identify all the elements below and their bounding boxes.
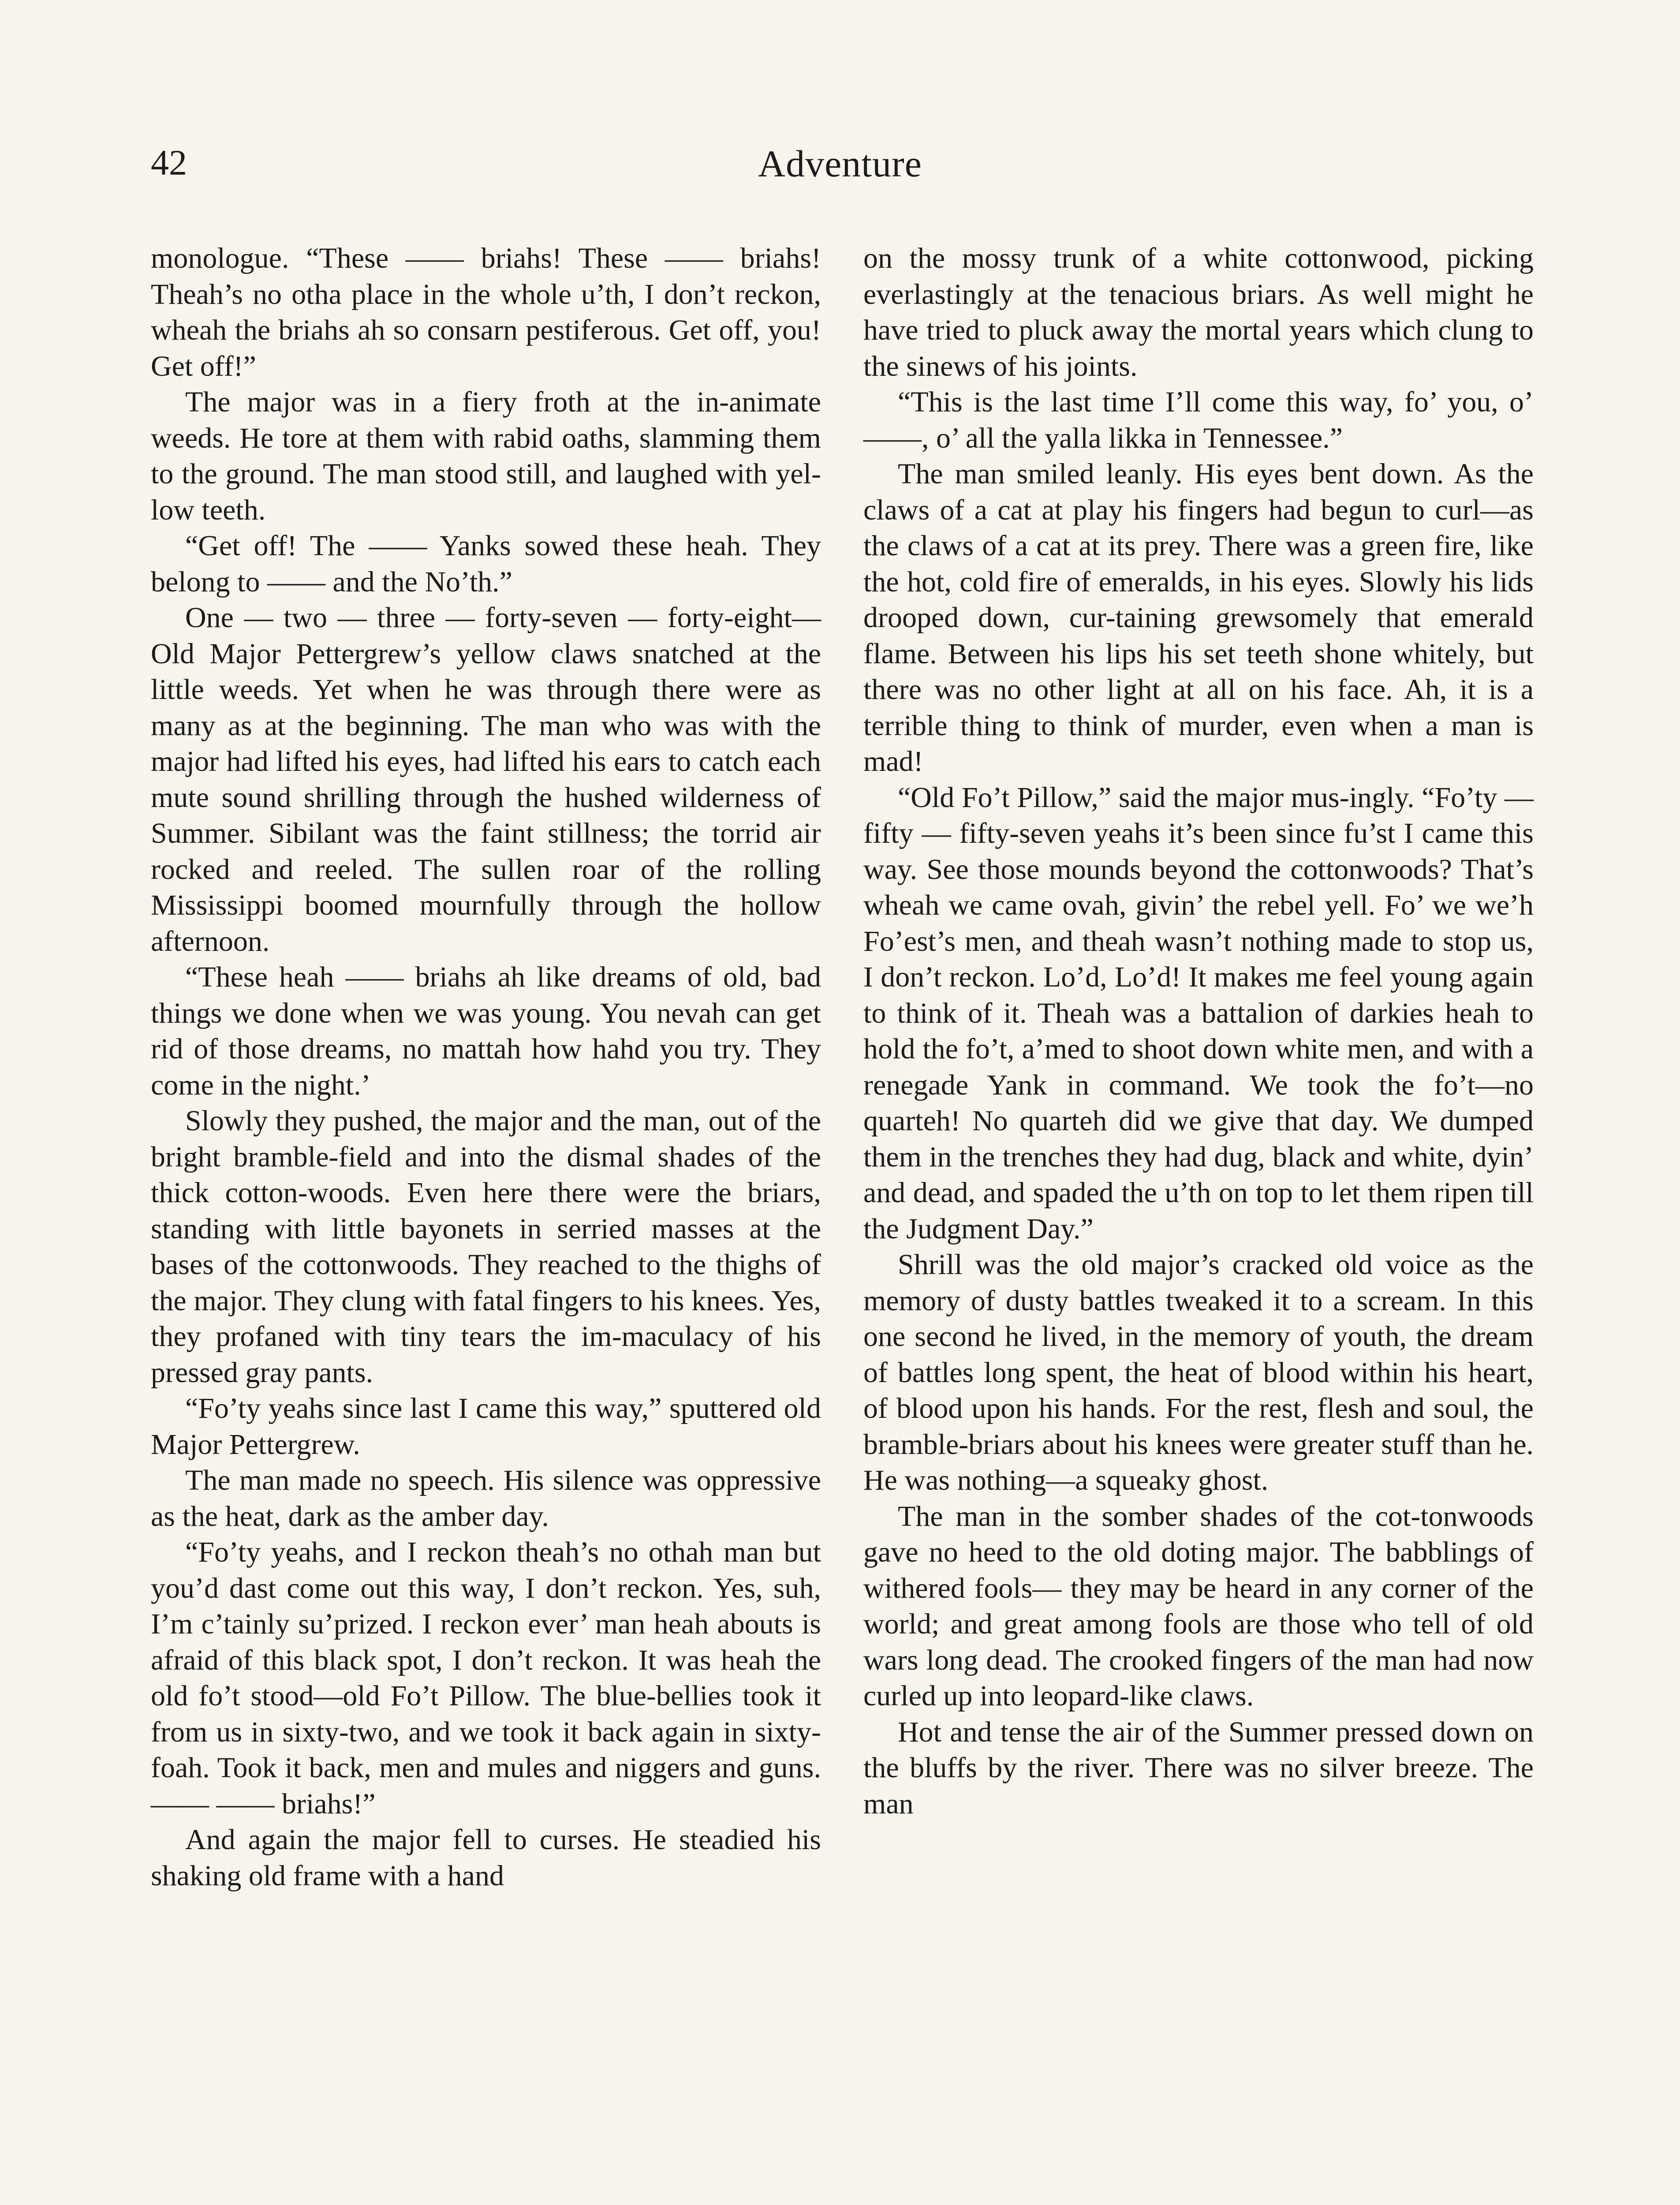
- paragraph: The man smiled leanly. His eyes bent down. As the claws of a cat at play his fingers had begun to curl—as the claws of a cat at its prey. There was a green fire, like the hot, cold fire of emeralds, in his eyes. Slowly his lids drooped down, cur-taining grewsomely that emerald flame. Between his lips his set teeth shone whitely, but there was no other light at all on his face. Ah, it is a terrible thing to think of murder, even when a man is mad!: [863, 458, 1534, 777]
- paragraph: The man made no speech. His silence was oppressive as the heat, dark as the amber day.: [151, 1464, 821, 1532]
- paragraph: Hot and tense the air of the Summer pressed down on the bluffs by the river. There was no silver breeze. The man: [863, 1715, 1534, 1820]
- right-column: [863, 240, 1534, 1822]
- page-number: 42: [151, 142, 187, 183]
- paragraph: monologue. “These —— briahs! These —— briahs! Theah’s no otha place in the whole u’th, I don’t reckon, wheah the briahs ah so consarn pestiferous. Get off, you! Get off!”: [151, 242, 821, 382]
- paragraph: on the mossy trunk of a white cottonwood, picking everlastingly at the tenacious briars. As well might he have tried to pluck away the mortal years which clung to the sinews of his joints.: [863, 242, 1534, 382]
- paragraph: Slowly they pushed, the major and the man, out of the bright bramble-field and into the dismal shades of the thick cotton-woods. Even here there were the briars, standing with little bayonets in serried masses at the bases of the cottonwoods. They reached to the thighs of the major. They clung with fatal fingers to his knees. Yes, they profaned with tiny tears the im-maculacy of his pressed gray pants.: [151, 1105, 821, 1389]
- paragraph: One — two — three — forty-seven — forty-eight— Old Major Pettergrew’s yellow claws snatched at the little weeds. Yet when he was through there were as many as at the beginning. The man who was with the major had lifted his eyes, had lifted his ears to catch each mute sound shrilling through the hushed wilderness of Summer. Sibilant was the faint stillness; the torrid air rocked and reeled. The sullen roar of the rolling Mississippi boomed mournfully through the hollow afternoon.: [151, 602, 821, 957]
- running-title: Adventure: [758, 142, 922, 185]
- paragraph: And again the major fell to curses. He steadied his shaking old frame with a hand: [151, 1824, 821, 1892]
- paragraph: The man in the somber shades of the cot-tonwoods gave no heed to the old doting major. The babblings of withered fools— they may be heard in any corner of the world; and great among fools are those who tell of old wars long dead. The crooked fingers of the man had now curled up into leopard-like claws.: [863, 1500, 1534, 1712]
- paragraph: “These heah —— briahs ah like dreams of old, bad things we done when we was young. You nevah can get rid of those dreams, no mattah how hahd you try. They come in the night.’: [151, 961, 821, 1101]
- paragraph: “Fo’ty yeahs since last I came this way,” sputtered old Major Pettergrew.: [151, 1392, 821, 1461]
- paragraph: “Fo’ty yeahs, and I reckon theah’s no othah man but you’d dast come out this way, I don’t reckon. Yes, suh, I’m c’tainly su’prized. I reckon ever’ man heah abouts is afraid of this black spot, I don’t reckon. It was heah the old fo’t stood—old Fo’t Pillow. The blue-bellies took it from us in sixty-two, and we took it back again in sixty-foah. Took it back, men and mules and niggers and guns. —— —— briahs!”: [151, 1536, 821, 1820]
- paragraph: “Old Fo’t Pillow,” said the major mus-ingly. “Fo’ty — fifty — fifty-seven yeahs it’s been since fu’st I came this way. See those mounds beyond the cottonwoods? That’s wheah we came ovah, givin’ the rebel yell. Fo’ we we’h Fo’est’s men, and theah wasn’t nothing made to stop us, I don’t reckon. Lo’d, Lo’d! It makes me feel young again to think of it. Theah was a battalion of darkies heah to hold the fo’t, a’med to shoot down white men, and with a renegade Yank in command. We took the fo’t—no quarteh! No quarteh did we give that day. We dumped them in the trenches they had dug, black and white, dyin’ and dead, and spaded the u’th on top to let them ripen till the Judgment Day.”: [863, 781, 1534, 1245]
- paragraph: “This is the last time I’ll come this way, fo’ you, o’ ——, o’ all the yalla likka in Tennessee.”: [863, 386, 1534, 454]
- paragraph: “Get off! The —— Yanks sowed these heah. They belong to —— and the No’th.”: [151, 530, 821, 598]
- paragraph: Shrill was the old major’s cracked old voice as the memory of dusty battles tweaked it to a scream. In this one second he lived, in the memory of youth, the dream of battles long spent, the heat of blood within his heart, of blood upon his hands. For the rest, flesh and soul, the bramble-briars about his knees were greater stuff than he. He was nothing—a squeaky ghost.: [863, 1248, 1534, 1496]
- left-column: [151, 240, 821, 1894]
- paragraph: The major was in a fiery froth at the in-animate weeds. He tore at them with rabid oaths, slamming them to the ground. The man stood still, and laughed with yel-low teeth.: [151, 386, 821, 526]
